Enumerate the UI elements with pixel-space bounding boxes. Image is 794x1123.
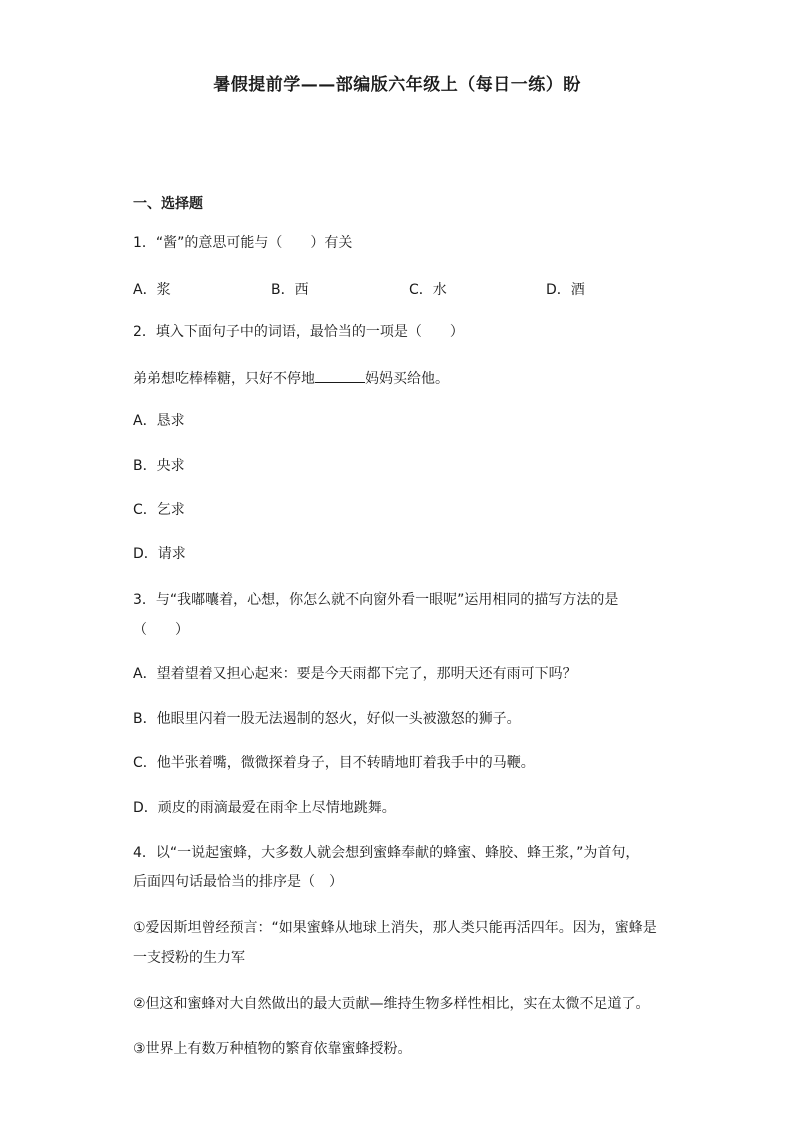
question-1-option-b: B．西 (271, 282, 309, 298)
question-1-option-c: C．水 (409, 282, 447, 298)
document-title: 暑假提前学——部编版六年级上（每日一练）盼 (213, 75, 581, 95)
question-2-option-a: A．恳求 (133, 413, 185, 429)
question-1-option-d: D．酒 (546, 282, 585, 298)
question-3-option-d: D．顽皮的雨滴最爱在雨伞上尽情地跳舞。 (133, 800, 396, 816)
question-2-stem: 2．填入下面句子中的词语，最恰当的一项是（ ） (133, 324, 464, 340)
question-2-sentence-after: 妈妈买给他。 (365, 371, 449, 387)
question-2-option-b: B．央求 (133, 458, 185, 474)
question-3-option-c: C．他半张着嘴，微微探着身子，目不转睛地盯着我手中的马鞭。 (133, 755, 535, 771)
question-3-stem: 3．与“我嘟囔着，心想，你怎么就不向窗外看一眼呢”运用相同的描写方法的是 (133, 592, 619, 608)
question-4-item-1: ①爱因斯坦曾经预言：“如果蜜蜂从地球上消失，那人类只能再活四年。因为，蜜蜂是 (133, 920, 657, 936)
question-2-sentence-before: 弟弟想吃棒棒糖，只好不停地 (133, 371, 315, 387)
question-3-option-a: A．望着望着又担心起来：要是今天雨都下完了，那明天还有雨可下吗？ (133, 666, 577, 682)
question-4-item-1-continued: 一支授粉的生力军 (133, 950, 245, 966)
fill-in-blank (315, 368, 365, 383)
question-2-option-c: C．乞求 (133, 502, 185, 518)
question-1-option-a: A．浆 (133, 282, 171, 298)
question-4-item-2: ②但这和蜜蜂对大自然做出的最大贡献—维持生物多样性相比，实在太微不足道了。 (133, 996, 650, 1012)
question-2-option-d: D．请求 (133, 546, 186, 562)
question-3-stem-continued: （ ） (133, 622, 189, 638)
question-4-stem-continued: 后面四句话最恰当的排序是（ ） (133, 874, 343, 890)
question-2-sentence (133, 368, 449, 388)
question-1-options (133, 279, 693, 297)
question-4-stem: 4．以“一说起蜜蜂，大多数人就会想到蜜蜂奉献的蜂蜜、蜂胶、蜂王浆，”为首句， (133, 845, 640, 861)
section-heading: 一、选择题 (133, 196, 203, 212)
question-3-option-b: B．他眼里闪着一股无法遏制的怒火，好似一头被激怒的狮子。 (133, 711, 521, 727)
question-1-stem: 1．“酱”的意思可能与（ ）有关 (133, 235, 353, 251)
question-4-item-3: ③世界上有数万种植物的繁育依靠蜜蜂授粉。 (133, 1041, 412, 1057)
